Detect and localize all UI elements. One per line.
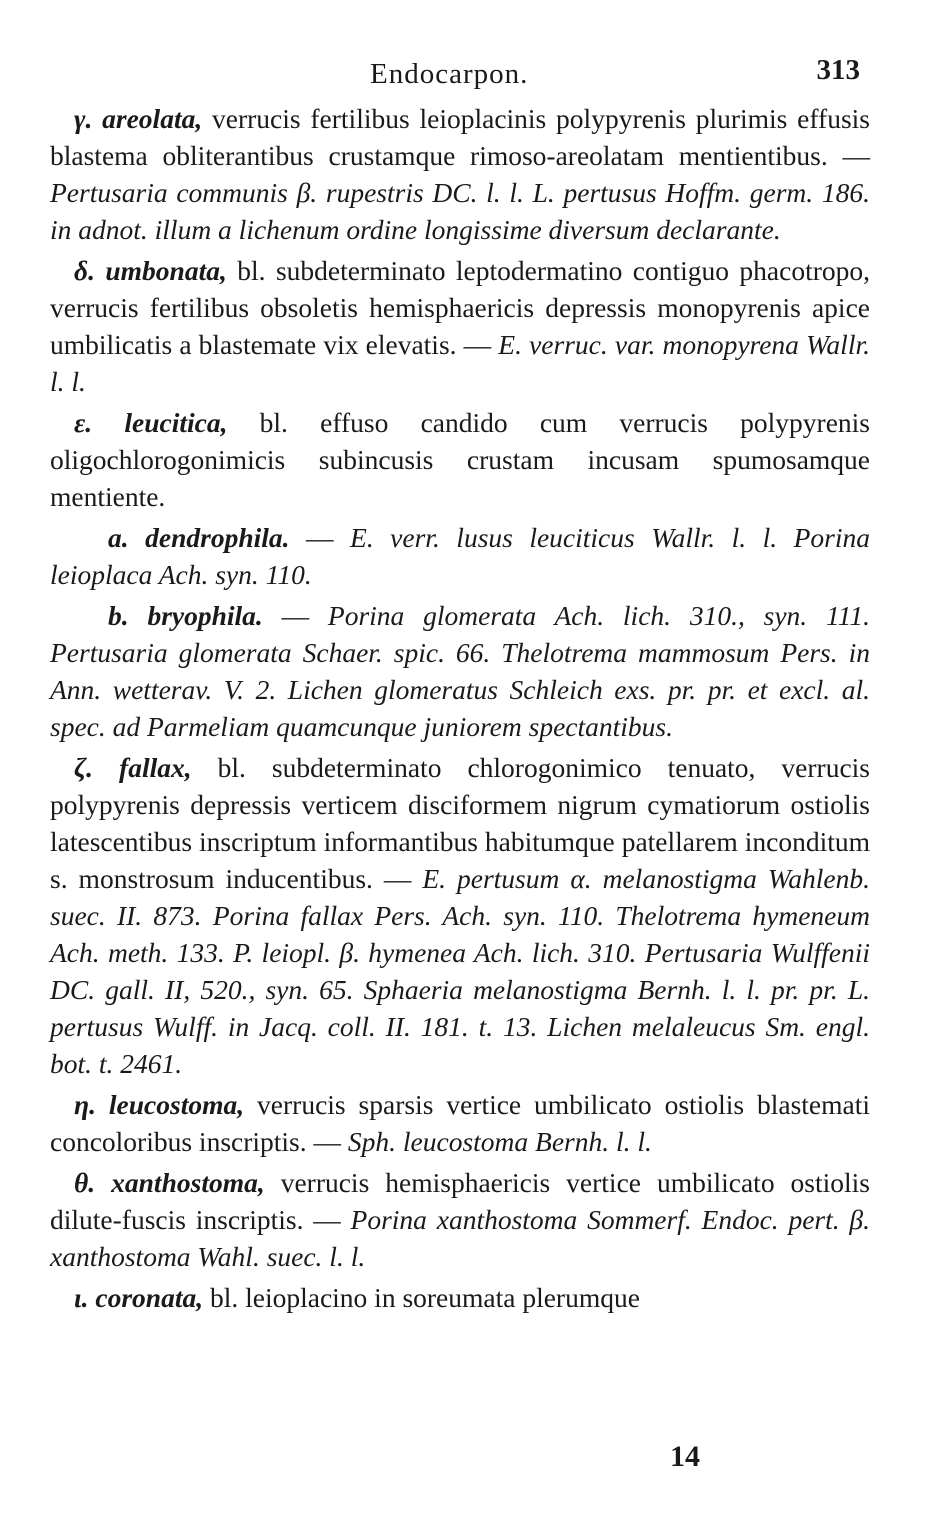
page-number: 313 [816,54,860,86]
entry-marker: θ. [74,1167,96,1198]
entry-epsilon [50,404,870,515]
entry-theta [50,1164,870,1275]
running-head [50,40,870,100]
entry-synonymy: Pertusaria communis β. rupestris DC. l. l. L. pertusus Hoffm. germ. 186. in adnot. illum a lichenum ordine longissime diversum declarante. [50,177,870,245]
entry-name: leucitica, [124,407,228,438]
entry-marker: a. [108,522,129,553]
entry-synonymy: Porina xanthostoma Sommerf. Endoc. pert. β. xanthostoma Wahl. suec. l. l. [50,1204,870,1272]
entry-body: — [262,600,328,631]
entry-body: bl. leioplacino in soreumata plerumque [203,1282,640,1313]
entry-body: bl. subdeterminato chlorogonimico tenuato, verrucis polypyrenis depressis verticem disciformem nigrum cymatiorum ostiolis latescentibus inscriptum informantibus habitumque patellarem inconditum s. monstrosum inducentibus. — [50,752,870,894]
entry-body: bl. effuso candido cum verrucis polypyrenis oligochlorogonimicis subincusis crustam incusam spumosamque mentiente. [50,407,870,512]
entry-synonymy: E. verr. lusus leuciticus Wallr. l. l. Porina leioplaca Ach. syn. 110. [50,522,871,590]
entry-marker: ι. [74,1282,89,1313]
entry-synonymy: E. pertusum α. melanostigma Wahlenb. suec. II. 873. Porina fallax Pers. Ach. syn. 110. Thelotrema hymeneum Ach. meth. 133. P. leiopl. β. hymenea Ach. lich. 310. Pertusaria Wulffenii DC. gall. II, 520., syn. 65. Sphaeria melanostigma Bernh. l. l. pr. pr. L. pertusus Wulff. in Jacq. coll. II. 181. t. 13. Lichen melaleucus Sm. engl. bot. t. 2461. [50,863,870,1079]
entry-eta [50,1086,870,1160]
entry-body: — [289,522,351,553]
entry-marker: η. [74,1089,96,1120]
entry-marker: δ. [74,255,95,286]
entry-zeta [50,749,870,1082]
entry-sub-a [50,519,870,593]
entry-name: umbonata, [105,255,227,286]
entry-marker: ε. [74,407,93,438]
entry-marker: γ. [74,103,93,134]
entry-sub-b [50,597,870,745]
running-title: Endocarpon. [370,58,529,90]
entry-body: bl. subdeterminato leptodermatino contiguo phacotropo, verrucis fertilibus obsoletis hemisphaericis depressis monopyrenis apice umbilicatis a blastemate vix elevatis. — [50,255,870,360]
entry-gamma [50,100,870,248]
entry-name: leucostoma, [108,1089,245,1120]
entry-marker: b. [108,600,129,631]
entry-body: verrucis fertilibus leioplacinis polypyrenis plurimis effusis blastema obliterantibus crustamque rimoso-areolatam mentientibus. — [50,103,871,171]
entry-name: areolata, [102,103,203,134]
entry-name: fallax, [119,752,192,783]
entry-iota [50,1279,870,1316]
entry-body: verrucis hemisphaericis vertice umbilicato ostiolis dilute-fuscis inscriptis. — [50,1167,871,1235]
entry-body: verrucis sparsis vertice umbilicato ostiolis blastemati concoloribus inscriptis. — [50,1089,871,1157]
entry-name: xanthostoma, [111,1167,265,1198]
book-page [50,40,871,1473]
entry-synonymy: Sph. leucostoma Bernh. l. l. [347,1126,652,1157]
entry-synonymy: Porina glomerata Ach. lich. 310., syn. 111. Pertusaria glomerata Schaer. spic. 66. Thelotrema mammosum Pers. in Ann. wetterav. V. 2. Lichen glomeratus Schleich exs. pr. pr. et excl. al. spec. ad Parmeliam quamcunque juniorem spectantibus. [50,600,871,742]
entry-marker: ζ. [74,752,94,783]
entry-synonymy: E. verruc. var. monopyrena Wallr. l. l. [50,329,870,397]
entry-name: coronata, [95,1282,204,1313]
signature-mark: 14 [670,1440,700,1473]
entry-name: bryophila. [147,600,263,631]
entry-name: dendrophila. [145,522,290,553]
entry-delta [50,252,870,400]
